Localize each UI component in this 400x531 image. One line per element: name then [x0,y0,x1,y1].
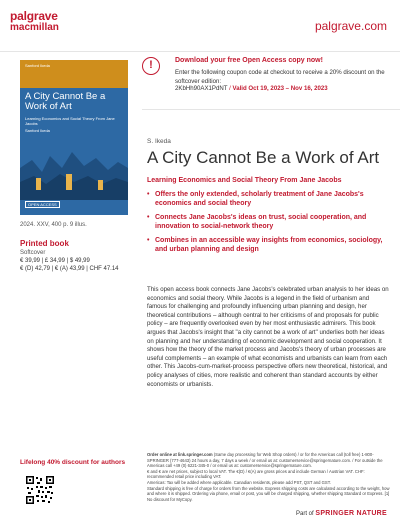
price-line-1: € 39,99 | £ 34,99 | $ 49,99 [20,258,90,264]
feature-item [147,213,392,231]
cover-author: Sanford Ikeda [25,63,50,68]
printed-book-label: Printed book [20,239,69,248]
book-abstract: This open access book connects Jane Jacobs's celebrated urban analysis to her ideas on economics and social theory. While Jacobs is a legend in the field of urbanism and famous for challenging and profoundly influencing urban planning and design, her theoretical contributions – although central to her criticisms of and proposals for public policy – are frequently overlooked even by her most enthusiastic admirers. This book argues that Jacobs's insight that "a city cannot be a work of art" underlies both her ideas on planning and her understanding of economic development and social cooperation. It shows how the theory of the market process and Jacobs's theory of urban processes are useful complements – an example of what economists and urbanists can learn from each other. This Jacobs-cum-market-process perspective offers new theoretical, historical, and policy analyses of cities, more realistic and coherent than standard accounts by either economists or urbanists. [147,286,389,388]
palgrave-logo[interactable] [10,11,59,33]
logo-line1: palgrave [10,9,58,23]
book-author: S. Ikeda [147,138,171,145]
order-line-3: Americas: Tax will be added where applicable. Canadian residents, please add PST, QST and GST. [147,479,331,485]
feature-text: • Connects Jane Jacobs's ideas on trust, social cooperation, and innovation to social-network theory [155,214,367,230]
author-discount: Lifelong 40% discount for authors [20,459,126,466]
promo-body: Enter the following coupon code at checkout to receive a 20% discount on the softcover edition: [175,69,385,85]
price-line-2: € (D) 42,79 | € (A) 43,99 | CHF 47.14 [20,266,119,272]
order-line-1 [147,452,390,469]
order-line-1-text: (Same day processing for Web Shop orders) / or for the Americas call (toll free) 1-800-SPRINGER (777-4643) 24 hours a day, 7 days a week / or email us at: customerservice@springernature.com. / For outside the Americas call +49 (0) 6221-345-0 / or email us at: customerservice@springernature.com. [147,452,383,469]
book-subtitle: Learning Economics and Social Theory From Jane Jacobs [147,177,342,184]
book-details: 2024. XXV, 400 p. 9 illus. [20,222,87,228]
promo-code-line [175,85,328,92]
page-header [0,0,400,52]
cover-title: A City Cannot Be a Work of Art [25,91,106,112]
logo-line2: macmillan [10,22,59,33]
feature-list [147,190,392,259]
page-footer [296,510,387,517]
promo-separator: / [227,85,233,92]
order-info [147,452,390,502]
promo-title: Download your free Open Access copy now! [175,57,323,64]
qr-code[interactable] [26,476,54,504]
book-format: Softcover [20,250,46,256]
book-cover[interactable] [20,60,128,215]
springer-nature-logo[interactable]: SPRINGER NATURE [315,510,387,517]
promo-valid-dates: Valid Oct 19, 2023 – Nov 16, 2023 [232,85,328,92]
site-link[interactable]: palgrave.com [314,19,387,33]
feature-item [147,190,392,208]
footer-part-of: Part of [296,511,316,517]
cover-subtitle: Learning Economics and Social Theory From Jane Jacobs [25,116,115,126]
order-line-4: Standard shipping is free of charge for orders from the website. Express shipping costs are calculated according to the weight, how and where it is shipped. Ordering via phone, email or post, you will be charged shipping, whether shipping Standard or Express. [1] No discount for MyCopy. [147,485,390,502]
promo-box [142,52,400,110]
cover-author-small: Sanford Ikeda [25,128,50,133]
feature-item [147,236,392,254]
order-line-2: € and € are net prices, subject to local VAT. The €(D) / €(A) are gross prices and include German / Austrian VAT. CHF: recommended retail price including VAT. [147,468,365,480]
feature-text: • Offers the only extended, scholarly treatment of Jane Jacobs's economics and social theory [155,191,364,207]
cover-artwork [20,138,128,200]
order-online-link[interactable]: Order online at link.springer.com [147,452,213,457]
book-title: A City Cannot Be a Work of Art [147,148,380,167]
coupon-code[interactable]: 2KbHh90AX1PdNT [175,85,228,92]
feature-text: • Combines in an accessible way insights from economics, sociology, and urban planning and design [155,237,383,253]
open-access-badge: OPEN ACCESS [25,201,60,208]
exclamation-icon: ! [142,57,160,75]
